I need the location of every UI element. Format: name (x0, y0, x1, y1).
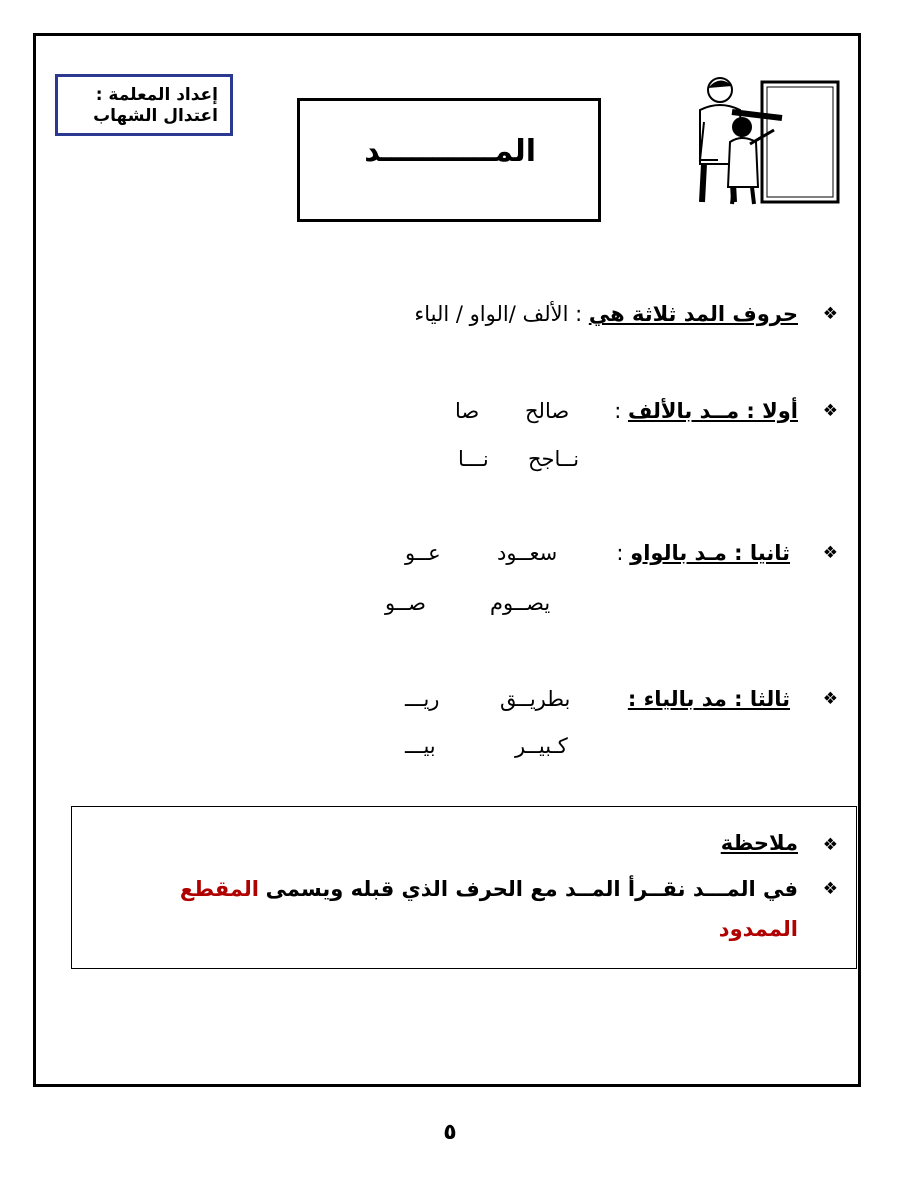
section-2-syllable-2: صــو (385, 591, 426, 615)
section-3-line (628, 684, 790, 714)
bullet-icon: ❖ (822, 543, 838, 563)
section-1-label: أولا : مــد بالألف (627, 399, 798, 423)
section-2-sep: : (616, 541, 624, 565)
note-term-2: الممدود (718, 917, 798, 941)
teacher-clipart-icon (670, 72, 845, 208)
section-3-word-2: كـبيــر (515, 734, 568, 758)
page-title: المـــــــــــد (364, 134, 536, 169)
intro-text: : الألف /الواو / الياء (414, 302, 583, 326)
intro-label: حروف المد ثلاثة هي (588, 302, 798, 326)
section-3-word-1: بطريــق (500, 687, 571, 711)
section-2-word-1: سعــود (497, 541, 558, 565)
author-label: إعداد المعلمة : (95, 85, 218, 105)
section-1-line (614, 396, 798, 426)
section-3-syllable-1: ريـــ (405, 687, 440, 711)
intro-line (414, 299, 798, 329)
note-text-line (180, 874, 798, 904)
section-3-syllable-2: بيـــ (405, 734, 436, 758)
section-2-word-2: يصــوم (490, 591, 551, 615)
section-2-label: ثانيا : مـد بالواو (630, 541, 790, 565)
section-1-syllable-2: نـــا (458, 447, 489, 471)
note-text-line-2 (719, 914, 798, 944)
author-name: اعتدال الشهاب (93, 106, 218, 126)
note-heading: ملاحظة (720, 831, 798, 855)
bullet-icon: ❖ (822, 401, 838, 421)
section-1-word-1: صالح (525, 399, 570, 423)
section-1-word-2: نــاجح (528, 447, 580, 471)
bullet-icon: ❖ (822, 304, 838, 324)
section-2-syllable-1: عــو (405, 541, 441, 565)
note-term-1: المقطع (179, 877, 259, 901)
section-1-sep: : (614, 399, 622, 423)
bullet-icon: ❖ (822, 835, 838, 855)
section-3-label: ثالثا : مد بالياء : (627, 687, 790, 711)
section-1-syllable-1: صا (455, 399, 480, 423)
author-box (55, 74, 233, 136)
note-heading-line (721, 828, 798, 858)
section-2-line (616, 538, 790, 568)
bullet-icon: ❖ (822, 879, 838, 899)
bullet-icon: ❖ (822, 689, 838, 709)
page-number: ٥ (443, 1120, 457, 1145)
note-text: في المـــد نقــرأ المــد مع الحرف الذي قبله ويسمى (265, 877, 798, 901)
